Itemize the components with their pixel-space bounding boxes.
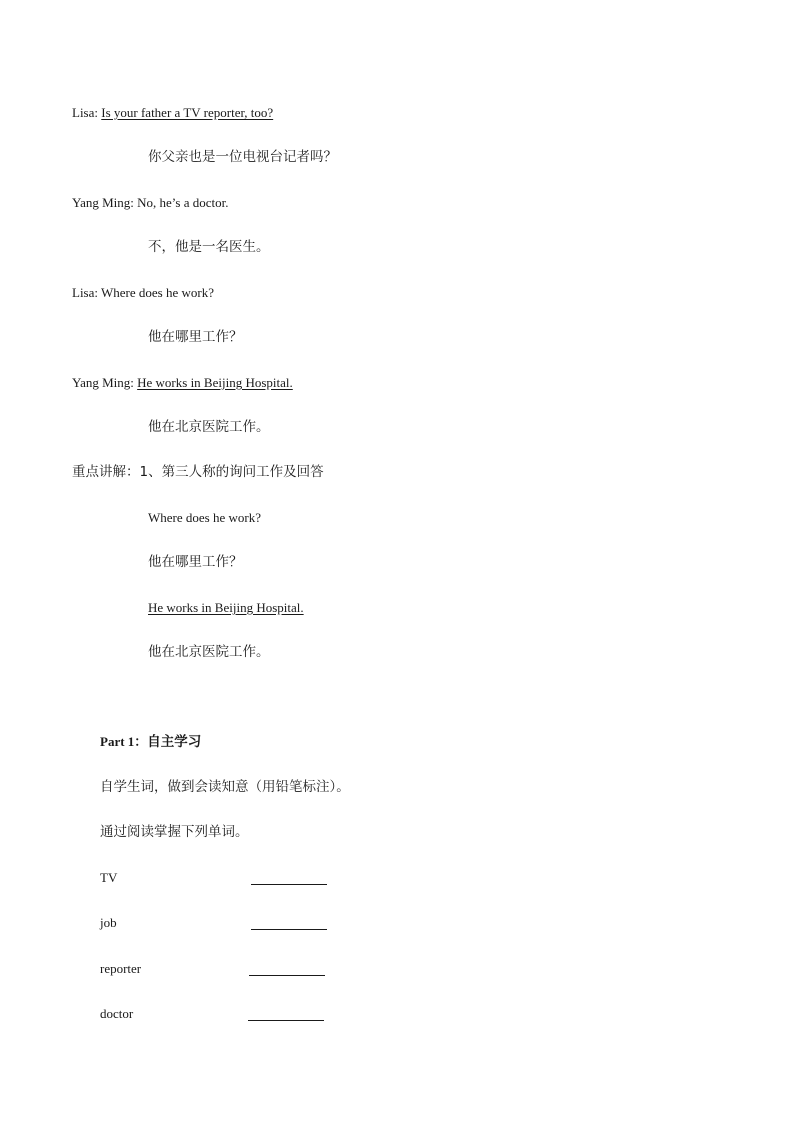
answer-blank[interactable] (251, 884, 327, 885)
translation-line: 他在哪里工作？ (148, 329, 243, 345)
key-points-title: 1、第三人称的询问工作及回答 (139, 464, 324, 480)
speaker-name: Lisa: (72, 105, 102, 120)
dialogue-line-4 (72, 375, 293, 391)
translation-line: 不，他是一名医生。 (148, 239, 270, 255)
instruction-2: 通过阅读掌握下列单词。 (100, 824, 249, 840)
answer-blank[interactable] (249, 975, 325, 976)
dialogue-text: Where does he work? (101, 285, 214, 300)
dialogue-text: He works in Beijing Hospital. (137, 375, 293, 390)
answer-blank[interactable] (251, 929, 327, 930)
translation-line: 你父亲也是一位电视台记者吗？ (148, 149, 337, 165)
dialogue-text: No, he’s a doctor. (137, 195, 229, 210)
dialogue-text: Is your father a TV reporter, too? (101, 105, 274, 120)
instruction-1: 自学生词，做到会读知意（用铅笔标注）。 (100, 779, 350, 795)
example-question: Where does he work? (148, 510, 261, 525)
vocab-word: TV (100, 870, 118, 885)
dialogue-line-3 (72, 285, 214, 301)
vocab-word: doctor (100, 1006, 134, 1021)
dialogue-line-1 (72, 105, 273, 121)
part-1-heading (100, 734, 201, 750)
answer-blank[interactable] (248, 1020, 324, 1021)
vocab-word: reporter (100, 961, 142, 976)
example-question-translation: 他在哪里工作？ (148, 554, 243, 570)
key-points-label: 重点讲解： (72, 464, 140, 480)
example-answer: He works in Beijing Hospital. (148, 600, 304, 615)
speaker-name: Lisa: (72, 285, 102, 300)
example-answer-translation: 他在北京医院工作。 (148, 644, 270, 660)
key-points-heading (72, 464, 324, 480)
speaker-name: Yang Ming: (72, 195, 138, 210)
speaker-name: Yang Ming: (72, 375, 138, 390)
vocab-word: job (100, 915, 117, 930)
part-1-label: Part 1： (100, 734, 148, 749)
dialogue-line-2 (72, 195, 228, 211)
part-1-title: 自主学习 (147, 734, 202, 750)
translation-line: 他在北京医院工作。 (148, 419, 270, 435)
